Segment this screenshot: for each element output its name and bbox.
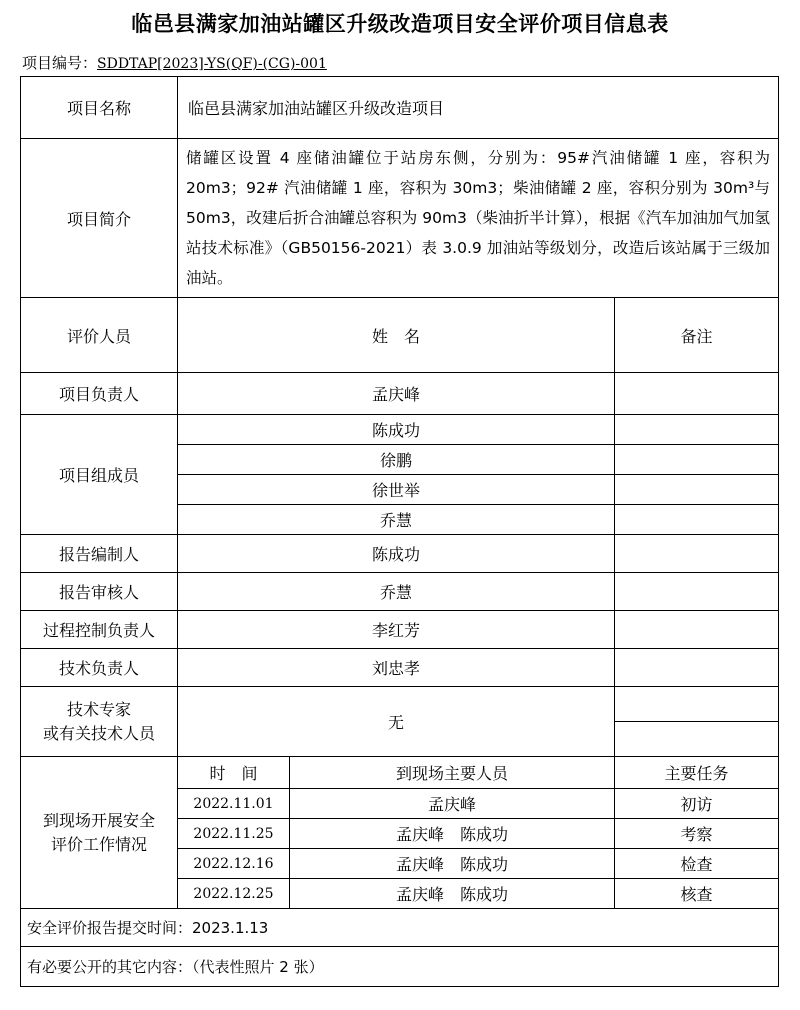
site-work-header-people: 到现场主要人员: [290, 757, 615, 789]
site-visit-date: 2022.12.16: [178, 849, 290, 879]
project-intro-text: 储罐区设置 4 座储油罐位于站房东侧，分别为：95#汽油储罐 1 座，容积为 20m3；92# 汽油储罐 1 座，容积为 30m3；柴油储罐 2 座，容积分别为 30m³与 50m3，改建后折合油罐总容积为 90m3（柴油折半计算），根据《汽车加油加气加氢站技术标准》（GB50156-2021）表 3.0.9 加油站等级划分，改造后该站属于三级加油站。: [178, 139, 779, 298]
member-name: 陈成功: [178, 415, 615, 445]
personnel-header-role: 评价人员: [21, 298, 178, 373]
site-visit-date: 2022.11.01: [178, 789, 290, 819]
compiler-note: [615, 535, 779, 573]
project-name-label: 项目名称: [21, 77, 178, 139]
tech-lead-name: 刘忠孝: [178, 649, 615, 687]
table-row: [21, 611, 779, 649]
site-visit-people: 孟庆峰 陈成功: [290, 849, 615, 879]
site-visit-task: 检查: [615, 849, 779, 879]
leader-name: 孟庆峰: [178, 373, 615, 415]
site-visit-task: 考察: [615, 819, 779, 849]
table-row: [21, 573, 779, 611]
site-visit-task: 初访: [615, 789, 779, 819]
leader-note: [615, 373, 779, 415]
site-visit-date: 2022.12.25: [178, 879, 290, 909]
expert-role-line-2: 或有关技术人员: [42, 723, 155, 743]
site-visit-people: 孟庆峰: [290, 789, 615, 819]
site-visit-people: 孟庆峰 陈成功: [290, 819, 615, 849]
member-name: 乔慧: [178, 505, 615, 535]
project-intro-row: [21, 139, 779, 298]
expert-role-line-1: 技术专家: [66, 699, 131, 719]
member-note: [615, 415, 779, 445]
table-row: [21, 687, 779, 722]
member-name: 徐鹏: [178, 445, 615, 475]
site-work-label: [21, 757, 178, 909]
process-control-name: 李红芳: [178, 611, 615, 649]
leader-role: 项目负责人: [21, 373, 178, 415]
site-visit-task: 核查: [615, 879, 779, 909]
submit-time-row: [21, 909, 779, 947]
site-work-label-line-2: 评价工作情况: [50, 834, 147, 854]
compiler-role: 报告编制人: [21, 535, 178, 573]
site-visit-people: 孟庆峰 陈成功: [290, 879, 615, 909]
project-code-label: 项目编号：: [22, 54, 98, 72]
personnel-header-name: 姓 名: [178, 298, 615, 373]
project-name-value: 临邑县满家加油站罐区升级改造项目: [178, 77, 779, 139]
project-name-row: [21, 77, 779, 139]
reviewer-name: 乔慧: [178, 573, 615, 611]
table-row: [21, 415, 779, 445]
personnel-header-row: [21, 298, 779, 373]
reviewer-note: [615, 573, 779, 611]
site-visit-date: 2022.11.25: [178, 819, 290, 849]
project-code-line: [22, 52, 327, 73]
table-row: [21, 535, 779, 573]
submit-time: 安全评价报告提交时间：2023.1.13: [21, 909, 779, 947]
member-note: [615, 505, 779, 535]
tech-lead-role: 技术负责人: [21, 649, 178, 687]
project-intro-label: 项目简介: [21, 139, 178, 298]
other-content-row: [21, 947, 779, 987]
personnel-header-note: 备注: [615, 298, 779, 373]
members-role: 项目组成员: [21, 415, 178, 535]
expert-note: [615, 687, 779, 722]
document-title: 临邑县满家加油站罐区升级改造项目安全评价项目信息表: [131, 12, 669, 36]
table-row: [21, 649, 779, 687]
reviewer-role: 报告审核人: [21, 573, 178, 611]
site-work-header-task: 主要任务: [615, 757, 779, 789]
member-note: [615, 475, 779, 505]
other-content: 有必要公开的其它内容：（代表性照片 2 张）: [21, 947, 779, 987]
site-work-label-line-1: 到现场开展安全: [42, 810, 155, 830]
tech-lead-note: [615, 649, 779, 687]
expert-role: [21, 687, 178, 757]
project-code: SDDTAP[2023]-YS(QF)-(CG)-001: [97, 56, 327, 72]
site-work-header-time: 时 间: [178, 757, 290, 789]
expert-name: 无: [178, 687, 615, 757]
table-row: [21, 373, 779, 415]
info-table: [20, 76, 779, 987]
site-work-header-row: [21, 757, 779, 789]
compiler-name: 陈成功: [178, 535, 615, 573]
expert-note: [615, 722, 779, 757]
process-control-role: 过程控制负责人: [21, 611, 178, 649]
member-name: 徐世举: [178, 475, 615, 505]
process-control-note: [615, 611, 779, 649]
member-note: [615, 445, 779, 475]
